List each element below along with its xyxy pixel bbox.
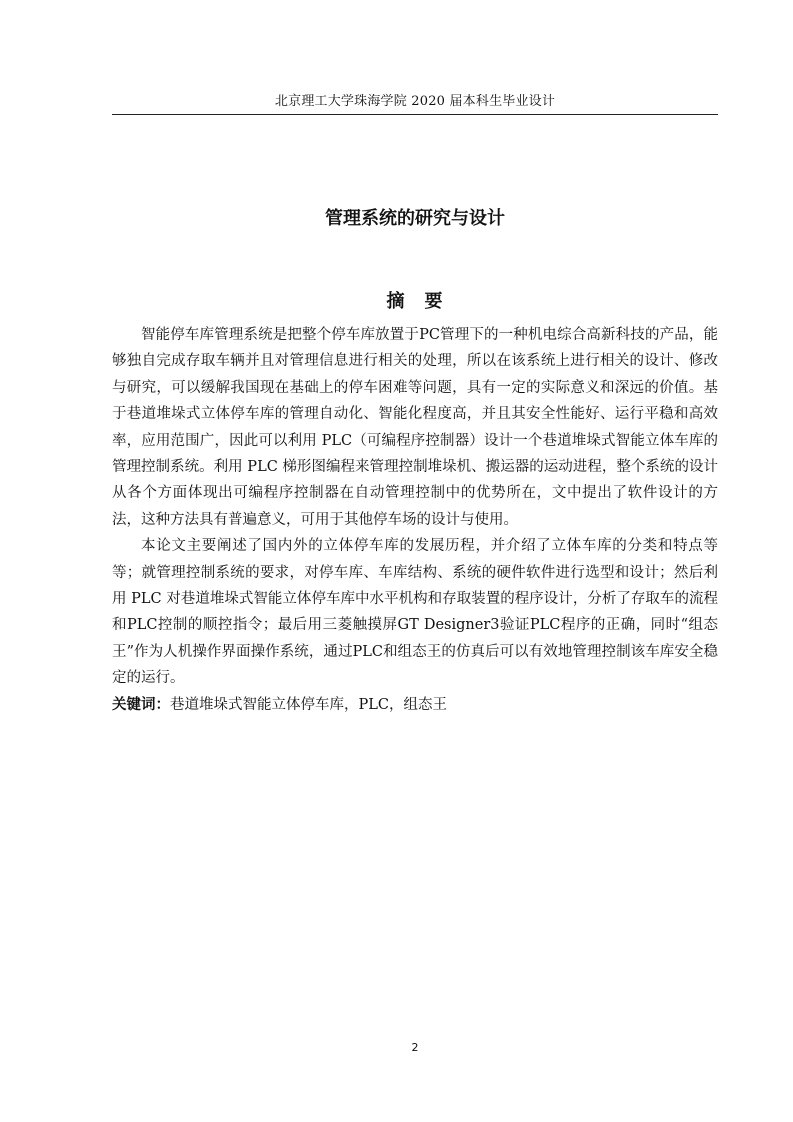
page-number: 2 <box>411 1041 419 1054</box>
keywords-label: 关键词： <box>112 696 170 713</box>
running-header: 北京理工大学珠海学院 2020 届本科生毕业设计 <box>274 94 556 109</box>
keywords-line <box>112 692 718 718</box>
keywords-text: 巷道堆垛式智能立体停车库，PLC，组态王 <box>170 696 447 713</box>
abstract-heading: 摘 要 <box>386 291 444 312</box>
abstract-paragraph-1: 智能停车库管理系统是把整个停车库放置于PC管理下的一种机电综合高新科技的产品，能够独自完成存取车辆并且对管理信息进行相关的处理，所以在该系统上进行相关的设计、修改与研究，可以缓解我国现在基础上的停车困难等问题，具有一定的实际意义和深远的价值。基于巷道堆垛式立体停车库的管理自动化、智能化程度高，并且其安全性能好、运行平稳和高效率，应用范围广，因此可以利用 PLC（可编程序控制器）设计一个巷道堆垛式智能立体车库的管理控制系统。利用 PLC 梯形图编程来管理控制堆垛机、搬运器的运动进程，整个系统的设计从各个方面体现出可编程序控制器在自动管理控制中的优势所在，文中提出了软件设计的方法，这种方法具有普遍意义，可用于其他停车场的设计与使用。 <box>112 327 718 528</box>
header-rule <box>112 114 718 115</box>
abstract-body <box>112 322 718 718</box>
thesis-title: 管理系统的研究与设计 <box>325 208 505 229</box>
abstract-paragraph-2: 本论文主要阐述了国内外的立体停车库的发展历程，并介绍了立体车库的分类和特点等等；就管理控制系统的要求，对停车库、车库结构、系统的硬件软件进行选型和设计；然后利用 PLC 对巷道堆垛式智能立体停车库中水平机构和存取装置的程序设计，分析了存取车的流程和PLC控制的顺控指令；最后用三菱触摸屏GT Designer3验证PLC程序的正确，同时“组态王”作为人机操作界面操作系统，通过PLC和组态王的仿真后可以有效地管理控制该车库安全稳定的运行。 <box>112 538 718 687</box>
